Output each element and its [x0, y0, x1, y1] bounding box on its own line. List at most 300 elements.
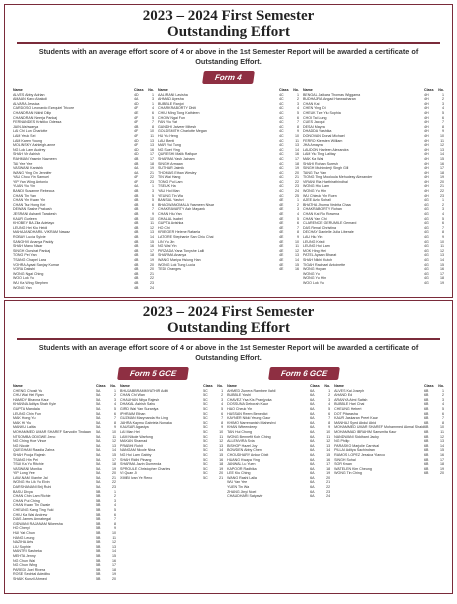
student-class: 5A — [96, 448, 101, 453]
student-name: AHMAD Ayesha — [158, 97, 184, 102]
student-class: 5B — [96, 567, 101, 572]
student-name: CHOI Tai Lung — [303, 115, 327, 120]
student-class: 4G — [424, 257, 429, 262]
header-no: No. — [293, 88, 299, 92]
header-name: Name — [120, 384, 130, 388]
student-number: 7 — [328, 416, 331, 421]
student-name: LAM Nikole Warfong — [120, 434, 153, 439]
student-name: SHARMA Jazin Dumenda — [120, 462, 162, 467]
student-class: 6A — [310, 420, 315, 425]
student-number: 10 — [440, 425, 445, 430]
student-number: 2 — [114, 494, 117, 499]
student-name: SHARMA Yash Jainam — [158, 156, 195, 161]
student-class: 4B — [134, 225, 139, 230]
student-number: 5 — [152, 198, 154, 203]
student-number: 7 — [297, 120, 299, 125]
student-name: DONOVAN Donal Michael — [303, 133, 345, 138]
student-name: VI Quan Ji — [120, 471, 137, 476]
student-class: 5B — [96, 535, 101, 540]
student-class: 5B — [96, 553, 101, 558]
student-class: 5B — [96, 558, 101, 563]
student-number: 8 — [442, 230, 444, 235]
student-column — [227, 384, 330, 582]
student-column — [303, 88, 444, 290]
student-number: 2 — [442, 97, 444, 102]
page-title: 2023 – 2024 First Semester — [142, 304, 315, 320]
student-class: 6B — [424, 402, 429, 407]
student-name: SINGH Muhinderji Singh Gill — [303, 166, 349, 171]
student-class: 6A — [310, 462, 315, 467]
student-class: 4F — [134, 143, 139, 148]
student-name: WANG Mariya Hsiung Han — [158, 257, 201, 262]
student-class: 4C — [279, 133, 284, 138]
student-number: 2 — [442, 202, 444, 207]
student-number: 6 — [152, 110, 154, 115]
student-number: 13 — [112, 544, 117, 549]
student-name: HUI Yat Chun — [13, 531, 35, 535]
student-number: 14 — [219, 448, 224, 453]
student-class: 6B — [424, 471, 429, 476]
student-number: 15 — [440, 448, 445, 453]
student-number: 23 — [150, 179, 154, 184]
student-class: 4C — [279, 161, 284, 166]
student-number: 19 — [295, 166, 299, 171]
student-name: LEE Kiu Ching — [227, 471, 251, 476]
student-name: CHAKRAVARTY Ash Mayank — [158, 207, 205, 212]
student-name: MAK Ka Wai — [303, 156, 324, 161]
student-class: 5C — [203, 402, 208, 407]
student-class: 4B — [134, 193, 139, 198]
student-number: 10 — [440, 133, 444, 138]
student-class: 4H — [424, 161, 429, 166]
student-name: BANSAL Yashvi — [158, 198, 184, 203]
student-class: 5B — [96, 508, 101, 513]
student-class: 4H — [424, 175, 429, 180]
student-number: 17 — [150, 156, 154, 161]
student-class: 4H — [424, 166, 429, 171]
header-class: Class — [424, 88, 434, 92]
student-name: CLARENCE GERUMILE Gemard — [303, 221, 357, 226]
student-name: CHAN Yin Kwan Yin — [13, 198, 46, 203]
student-class: 6B — [424, 411, 429, 416]
student-name: DESAI Mayra — [303, 124, 325, 129]
student-number: 15 — [440, 262, 444, 267]
student-class: 5C — [203, 388, 208, 393]
student-class: 4B — [134, 230, 139, 235]
student-name: SPROULE Christopher Charles — [120, 466, 171, 471]
student-name: TONG Pei Yan — [13, 253, 37, 258]
student-name: PARASKO Marjolie Carnival — [334, 443, 380, 448]
student-name: SHAH Ridhi Pinang — [120, 457, 152, 462]
student-number: 9 — [152, 212, 154, 217]
student-name: CHANDRAN Neerja Pankaj — [13, 115, 57, 120]
student-number: 16 — [112, 558, 117, 563]
student-name: YUAN Yiu Yin — [13, 184, 35, 189]
student-class: 4D — [134, 92, 139, 97]
student-number: 21 — [219, 475, 224, 480]
student-number: 20 — [112, 471, 117, 476]
student-name: ZHANG Jinyi Noel — [227, 489, 257, 494]
student-class: 5C — [203, 434, 208, 439]
student-class: 6B — [424, 443, 429, 448]
student-name: CHIU Ming Tong Kathleen — [158, 110, 200, 115]
student-name: MAK Hi Yiu — [13, 420, 32, 425]
student-class: 6A — [310, 448, 315, 453]
student-class: 4D — [134, 147, 139, 152]
student-name: VORA Dakshi — [13, 267, 35, 272]
header-name: Name — [13, 88, 23, 92]
student-number: 17 — [150, 248, 154, 253]
student-name: SHAIK Kunzil Ahmed — [13, 576, 47, 581]
student-class: 4E — [279, 198, 284, 203]
student-class: 6B — [424, 416, 429, 421]
student-name: DIAS James Annabegal — [13, 517, 51, 522]
student-number: 13 — [150, 230, 154, 235]
student-number: 5 — [442, 216, 444, 221]
student-name: YIP Long Yee — [13, 471, 35, 476]
student-class: 4B — [134, 253, 139, 258]
student-number: 1 — [114, 489, 117, 494]
student-name: MOHAMMED UMAR SHAREF Sarvodin Tindaan — [13, 429, 91, 434]
student-class: 4H — [424, 143, 429, 148]
student-class: 5B — [96, 489, 101, 494]
student-number: 21 — [440, 184, 444, 189]
student-number: 10 — [295, 133, 299, 138]
page-subtitle: Outstanding Effort — [167, 24, 290, 40]
student-number: 12 — [112, 540, 117, 545]
student-class: 4C — [279, 143, 284, 148]
blurb: Students with an average effort score of 4 or above in the 1st Semester Report will be awarded a certificate of Outstanding Effort. — [38, 343, 419, 362]
student-class: 4G — [424, 271, 429, 276]
student-number: 13 — [150, 138, 154, 143]
student-number: 5 — [297, 110, 299, 115]
student-number: 19 — [440, 175, 444, 180]
student-class: 4B — [134, 244, 139, 249]
student-name: KAUSAR Agastya — [120, 425, 149, 430]
student-name: AJEE Azlo Sohail — [303, 198, 331, 203]
student-number: 11 — [112, 535, 117, 540]
student-name: NG Wai Yin — [158, 244, 177, 249]
student-class: 4B — [134, 198, 139, 203]
student-name: WANG Rashi Laila — [227, 475, 257, 480]
student-class: 6B — [424, 462, 429, 467]
student-name: DOT Pitarasha — [334, 411, 358, 416]
student-class: 4E — [279, 248, 284, 253]
student-class: 4E — [279, 262, 284, 267]
student-number: 20 — [112, 576, 117, 581]
student-number: 16 — [150, 244, 154, 249]
student-number: 5 — [442, 110, 444, 115]
student-class: 5A — [96, 402, 101, 407]
student-name: YUEN Tin Wa — [227, 485, 250, 490]
student-number: 9 — [442, 129, 444, 134]
student-class: 4A — [134, 184, 139, 189]
student-class: 5A — [96, 393, 101, 398]
header-no: No. — [148, 88, 154, 92]
student-class: 5C — [203, 439, 208, 444]
student-class: 4H — [424, 110, 429, 115]
student-name: PIRZADA Yana Tonyshe Lalli — [158, 248, 205, 253]
student-number: 11 — [440, 244, 444, 249]
student-class: 6B — [424, 393, 429, 398]
student-class: 6B — [424, 452, 429, 457]
student-class: 6A — [310, 480, 315, 485]
student-class: 4E — [279, 207, 284, 212]
student-number: 1 — [152, 184, 154, 189]
student-class: 4B — [134, 202, 139, 207]
student-number: 10 — [112, 429, 117, 434]
student-class: 5C — [203, 448, 208, 453]
student-name: BOWDEN Abby Chen — [227, 448, 262, 453]
student-name: VIRANI Ria Harthirathindhal — [303, 179, 348, 184]
student-class: 4E — [279, 230, 284, 235]
student-class: 4B — [134, 280, 139, 285]
student-name: AALIRANI Lavisha — [158, 92, 188, 97]
student-class: 4E — [279, 225, 284, 230]
student-number: 11 — [295, 138, 299, 143]
student-number: 12 — [326, 439, 331, 444]
student-name: CHOUDHARY Ankur Dixit — [227, 452, 269, 457]
student-class: 4E — [279, 267, 284, 272]
student-number: 10 — [440, 239, 444, 244]
student-name: LAW-NAM Xianhe Jal — [13, 475, 48, 480]
student-class: 4G — [424, 253, 429, 258]
student-name: CHEUK Tze Yiu Sophia — [303, 110, 341, 115]
student-name: WONG Yu Hin — [303, 276, 327, 281]
student-name: HAMIDY Bhavna Kaur — [13, 397, 49, 402]
student-class: 6A — [310, 443, 315, 448]
student-number: 24 — [295, 189, 299, 194]
student-number: 5 — [114, 406, 117, 411]
student-class: 5A — [96, 388, 101, 393]
student-class: 5A — [96, 406, 101, 411]
student-number: 15 — [112, 452, 117, 457]
student-number: 3 — [152, 189, 154, 194]
student-name: MAKAN Shamad — [120, 439, 148, 444]
student-number: 6 — [114, 512, 117, 517]
student-number: 24 — [150, 285, 154, 290]
student-number: 9 — [114, 526, 117, 531]
student-name: LIU Sophie — [13, 544, 31, 549]
student-number: 18 — [150, 253, 154, 258]
student-name: QURESHI Malik Rafique — [158, 152, 198, 157]
student-class: 4H — [424, 156, 429, 161]
student-class: 4D — [134, 101, 139, 106]
student-class: 5C — [203, 425, 208, 430]
student-name: NG Nicole — [13, 443, 30, 448]
student-number: 14 — [150, 235, 154, 239]
student-number: 2 — [297, 97, 299, 102]
student-class: 4C — [279, 115, 284, 120]
student-number: 9 — [221, 425, 224, 430]
student-class: 6A — [310, 402, 315, 407]
form-badge: Form 5 GCE — [117, 367, 189, 380]
student-name: MAHAJANDHARIL VIKRAM Nawaz — [13, 230, 70, 235]
student-class: 5A — [96, 411, 101, 416]
student-class: 4F — [134, 106, 139, 111]
student-number: 1 — [221, 388, 224, 393]
student-class: 4C — [279, 120, 284, 125]
student-name: CARDOSO Leonardo Ezequiel Tricore — [13, 106, 75, 111]
student-name: PAREDI Joel Rivera — [13, 567, 46, 572]
student-number: 3 — [442, 397, 445, 402]
student-number: 18 — [295, 161, 299, 166]
student-name: HO Cheryl — [13, 526, 30, 531]
student-number: 7 — [442, 225, 444, 230]
student-number: 2 — [114, 393, 117, 398]
student-number: 14 — [112, 448, 117, 453]
student-name: TSEUK Ha — [158, 184, 176, 189]
student-class: 6A — [310, 434, 315, 439]
student-row — [303, 281, 444, 286]
student-class: 5B — [96, 503, 101, 508]
student-name: LAM Yeuk Sei — [13, 133, 36, 138]
student-name: JANWAL Lu Yuen — [227, 462, 256, 467]
header-no: No. — [438, 384, 445, 388]
student-name: ALVES Abby Adrian — [13, 92, 45, 97]
student-number: 17 — [440, 457, 445, 462]
header-no: No. — [110, 384, 117, 388]
student-name: BHAGWANOMALA Yasmeen Nisar — [158, 202, 215, 207]
student-name: PILLAI Aditya Sachindran — [334, 448, 375, 453]
student-number: 18 — [112, 567, 117, 572]
student-class: 6A — [310, 406, 315, 411]
student-column — [334, 384, 444, 582]
student-class: 4G — [424, 280, 429, 285]
student-name: KHANNA Aditya Shah Kyle — [13, 402, 56, 407]
student-number: 12 — [440, 434, 445, 439]
student-name: FERRO Kiersten William — [303, 138, 343, 143]
student-name: VASWANI Monika — [13, 466, 42, 471]
student-number: 11 — [326, 434, 331, 439]
student-name: CHEUNG Kang Ting Yuki — [13, 508, 54, 513]
student-name: CHAUHAN Nitya Rajesh — [120, 397, 160, 402]
student-number: 17 — [440, 271, 444, 276]
student-class: 6B — [424, 439, 429, 444]
student-class: 6B — [424, 425, 429, 430]
student-number: 4 — [297, 106, 299, 111]
student-number: 13 — [440, 147, 444, 152]
student-class: 4C — [279, 124, 284, 129]
student-number: 21 — [112, 475, 117, 480]
student-class: 4G — [424, 267, 429, 272]
student-class: 4C — [279, 147, 284, 152]
student-name: CHANDRAN Nikhil Dilip — [13, 110, 52, 115]
student-number: 22 — [150, 276, 154, 281]
student-number: 7 — [114, 416, 117, 421]
student-number: 6 — [442, 411, 445, 416]
student-name: IPHRAIM Ethan — [120, 411, 146, 416]
student-number: 21 — [295, 175, 299, 180]
student-number: 25 — [295, 193, 299, 198]
student-name: GIDWANI RAJANAM Nikeesha — [13, 521, 63, 526]
student-class: 4E — [279, 253, 284, 258]
student-class: 4F — [134, 129, 139, 134]
student-name: KHIMO Narrenanish Maheshvi — [227, 420, 276, 425]
student-class: 6A — [310, 485, 315, 490]
student-number: 2 — [442, 393, 445, 398]
student-name: GOLDSMITH Charlotte Megan — [158, 129, 207, 134]
student-number: 3 — [442, 207, 444, 212]
student-class: 6A — [310, 466, 315, 471]
student-number: 3 — [221, 397, 224, 402]
student-name: BUDHAJRA Angad Harwacharan — [303, 97, 356, 102]
student-class: 5C — [203, 475, 208, 480]
student-name: CHAN Kai Ro Rowena — [303, 212, 340, 217]
student-name: NG Suet Ying — [158, 147, 180, 152]
student-class: 5B — [96, 563, 101, 568]
student-name: BANDI Susanne Rebecca — [13, 189, 55, 194]
header-class: Class — [279, 88, 289, 92]
student-name: GIRD Wai Yan Suraniya — [120, 406, 159, 411]
student-class: 4A — [134, 97, 139, 102]
student-number: 23 — [150, 280, 154, 285]
student-number: 4 — [442, 402, 445, 407]
student-class: 4H — [424, 179, 429, 184]
student-class: 5C — [203, 457, 208, 462]
student-number: 10 — [150, 129, 154, 134]
student-name: NG Ching Hoe Vince — [13, 439, 47, 444]
student-number: 24 — [326, 494, 331, 499]
student-class: 5A — [96, 475, 101, 480]
student-number: 3 — [114, 397, 117, 402]
student-name: NAZIHA Arts — [13, 540, 34, 545]
student-class: 4G — [424, 216, 429, 221]
student-number: 15 — [112, 553, 117, 558]
student-name: CHEN Ying Di — [303, 106, 326, 111]
student-name: CHU Wai Hei Ryan — [13, 393, 44, 398]
student-class: 4B — [134, 124, 139, 129]
student-number: 13 — [150, 143, 154, 148]
student-number: 5 — [221, 406, 224, 411]
student-name: SHAH Pooja Rajesh — [13, 452, 46, 457]
student-number: 21 — [150, 170, 154, 175]
student-class: 4H — [424, 106, 429, 111]
student-name: ALVARA Jessica — [13, 101, 40, 106]
header-class: Class — [310, 384, 320, 388]
student-name: DEWAN Sashe Prakash — [13, 207, 52, 212]
student-number: 10 — [326, 429, 331, 434]
student-class: 5C — [203, 443, 208, 448]
student-number: 14 — [295, 147, 299, 152]
student-class: 4C — [279, 129, 284, 134]
student-name: GHALAL Isabel — [158, 216, 183, 221]
header-no: No. — [324, 384, 331, 388]
student-name: NG Lok Lam Audrey — [13, 147, 46, 152]
student-number: 8 — [442, 420, 445, 425]
student-class: 4E — [134, 110, 139, 115]
student-number: 5 — [442, 406, 445, 411]
student-class: 4C — [279, 152, 284, 157]
student-name: JAHRA Kaymu Gabriela Nonaka — [120, 420, 172, 425]
student-name: BENGAL Jaikara Thomas Wiggama — [303, 92, 361, 97]
student-class: 6B — [424, 397, 429, 402]
student-class: 4B — [134, 276, 139, 281]
student-number: 6 — [442, 115, 444, 120]
student-number: 1 — [152, 101, 154, 106]
student-class: 4H — [424, 124, 429, 129]
student-number: 16 — [326, 457, 331, 462]
header-class: Class — [203, 384, 213, 388]
student-name: MANTRI Sasheka — [13, 549, 42, 554]
student-number: 4 — [442, 212, 444, 217]
student-number: 12 — [295, 248, 299, 253]
student-name: HU Yu Heng — [158, 133, 178, 138]
student-number: 11 — [440, 138, 444, 143]
student-name: DAS Renal Christina — [303, 225, 336, 230]
student-name: SHAH Manu Nisar — [13, 244, 43, 249]
student-class: 5C — [203, 411, 208, 416]
